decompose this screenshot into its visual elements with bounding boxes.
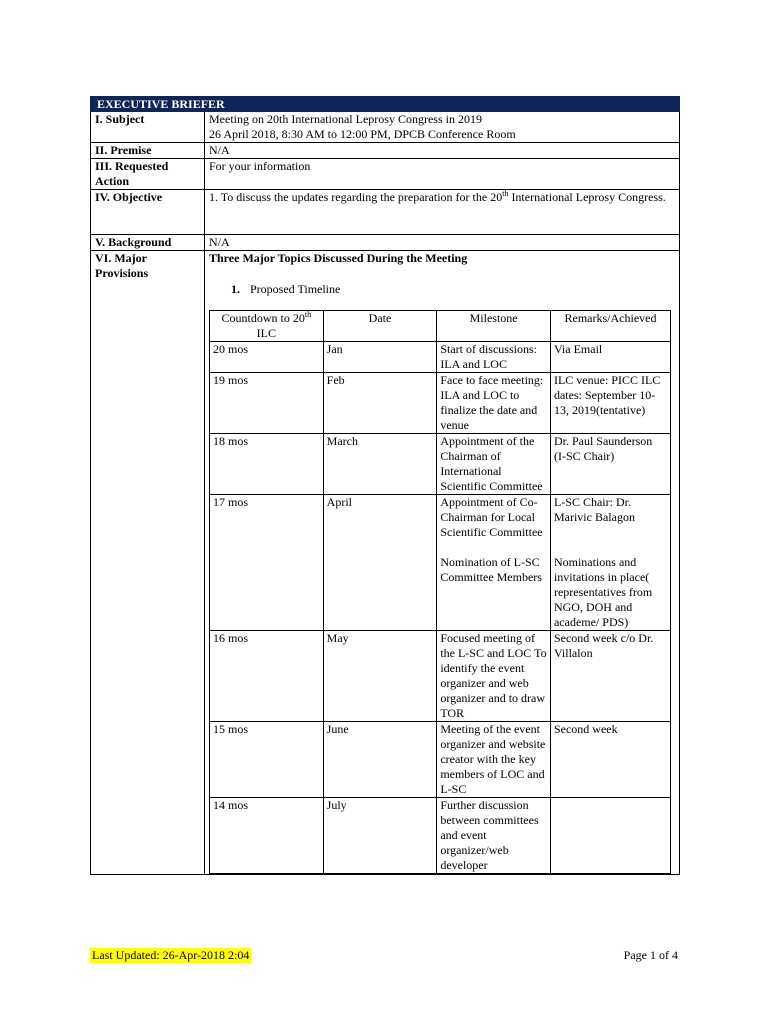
cell-date: Jan — [323, 342, 437, 373]
subject-row — [91, 112, 680, 143]
cell-remarks: Second week — [550, 722, 670, 798]
col-countdown — [210, 311, 324, 342]
requested-value: For your information — [205, 159, 680, 190]
objective-text: 1. To discuss the updates regarding the preparation for the 20 — [209, 190, 503, 204]
background-row — [91, 235, 680, 251]
cell-milestone: Start of discussions: ILA and LOC — [437, 342, 551, 373]
table-row — [210, 495, 671, 631]
cell-countdown: 19 mos — [210, 373, 324, 434]
cell-milestone — [437, 495, 551, 631]
cell-remarks: Via Email — [550, 342, 670, 373]
col-countdown-text: Countdown to 20 — [221, 311, 305, 325]
subject-line-1: Meeting on 20th International Leprosy Congress in 2019 — [209, 112, 482, 126]
remarks-text-2: Nominations and invitations in place( representatives from NGO, DOH and academe/ PDS) — [553, 555, 653, 629]
requested-label: III. Requested Action — [91, 159, 205, 190]
last-updated: Last Updated: 26-Apr-2018 2:04 — [92, 948, 250, 962]
cell-countdown: 16 mos — [210, 631, 324, 722]
cell-remarks — [550, 495, 670, 631]
milestone-text-2: Nomination of L-SC Committee Members — [440, 555, 542, 584]
col-countdown-text-end: ILC — [256, 326, 276, 340]
topics-heading: Three Major Topics Discussed During the Meeting — [209, 251, 468, 265]
objective-value — [205, 190, 680, 235]
executive-briefer-table — [90, 96, 680, 875]
timeline-header-row — [210, 311, 671, 342]
item-label: Proposed Timeline — [250, 282, 341, 296]
col-milestone: Milestone — [437, 311, 551, 342]
premise-row — [91, 143, 680, 159]
cell-date: April — [323, 495, 437, 631]
cell-countdown: 18 mos — [210, 434, 324, 495]
col-countdown-sup: th — [304, 310, 312, 319]
objective-label: IV. Objective — [91, 190, 205, 235]
table-row — [210, 722, 671, 798]
table-row — [210, 631, 671, 722]
background-value: N/A — [205, 235, 680, 251]
subject-value — [205, 112, 680, 143]
provisions-label: VI. Major Provisions — [91, 251, 205, 875]
cell-milestone: Further discussion between committees and event organizer/web developer — [437, 798, 551, 874]
col-date: Date — [323, 311, 437, 342]
objective-row — [91, 190, 680, 235]
cell-milestone: Face to face meeting: ILA and LOC to finalize the date and venue — [437, 373, 551, 434]
requested-row — [91, 159, 680, 190]
subject-label: I. Subject — [91, 112, 205, 143]
cell-milestone: Meeting of the event organizer and website creator with the key members of LOC and L-SC — [437, 722, 551, 798]
table-row — [210, 373, 671, 434]
cell-countdown: 20 mos — [210, 342, 324, 373]
cell-date: March — [323, 434, 437, 495]
cell-date: May — [323, 631, 437, 722]
cell-remarks: Dr. Paul Saunderson (I-SC Chair) — [550, 434, 670, 495]
cell-date: July — [323, 798, 437, 874]
col-remarks: Remarks/Achieved — [550, 311, 670, 342]
timeline-item — [231, 282, 675, 297]
item-number: 1. — [231, 282, 240, 296]
cell-remarks: Second week c/o Dr. Villalon — [550, 631, 670, 722]
background-label: V. Background — [91, 235, 205, 251]
page-number: Page 1 of 4 — [623, 948, 678, 962]
remarks-text: L-SC Chair: Dr. Marivic Balagon — [553, 495, 635, 524]
cell-countdown: 15 mos — [210, 722, 324, 798]
objective-text-end: International Leprosy Congress. — [508, 190, 666, 204]
milestone-text: Appointment of Co-Chairman for Local Scientific Committee — [440, 495, 543, 539]
premise-value: N/A — [205, 143, 680, 159]
table-row — [210, 798, 671, 874]
briefer-header-row — [91, 97, 680, 112]
cell-milestone: Appointment of the Chairman of International Scientific Committee — [437, 434, 551, 495]
cell-date: June — [323, 722, 437, 798]
objective-sup: th — [502, 189, 509, 198]
cell-milestone: Focused meeting of the L-SC and LOC To identify the event organizer and web organizer and to draw TOR — [437, 631, 551, 722]
timeline-table — [209, 310, 671, 874]
premise-label: II. Premise — [91, 143, 205, 159]
provisions-row — [91, 251, 680, 875]
table-row — [210, 434, 671, 495]
cell-remarks — [550, 798, 670, 874]
cell-countdown: 17 mos — [210, 495, 324, 631]
cell-countdown: 14 mos — [210, 798, 324, 874]
briefer-header: EXECUTIVE BRIEFER — [91, 97, 680, 112]
provisions-value — [205, 251, 680, 875]
cell-date: Feb — [323, 373, 437, 434]
subject-line-2: 26 April 2018, 8:30 AM to 12:00 PM, DPCB Conference Room — [209, 127, 516, 141]
table-row — [210, 342, 671, 373]
cell-remarks: ILC venue: PICC ILC dates: September 10-13, 2019(tentative) — [550, 373, 670, 434]
